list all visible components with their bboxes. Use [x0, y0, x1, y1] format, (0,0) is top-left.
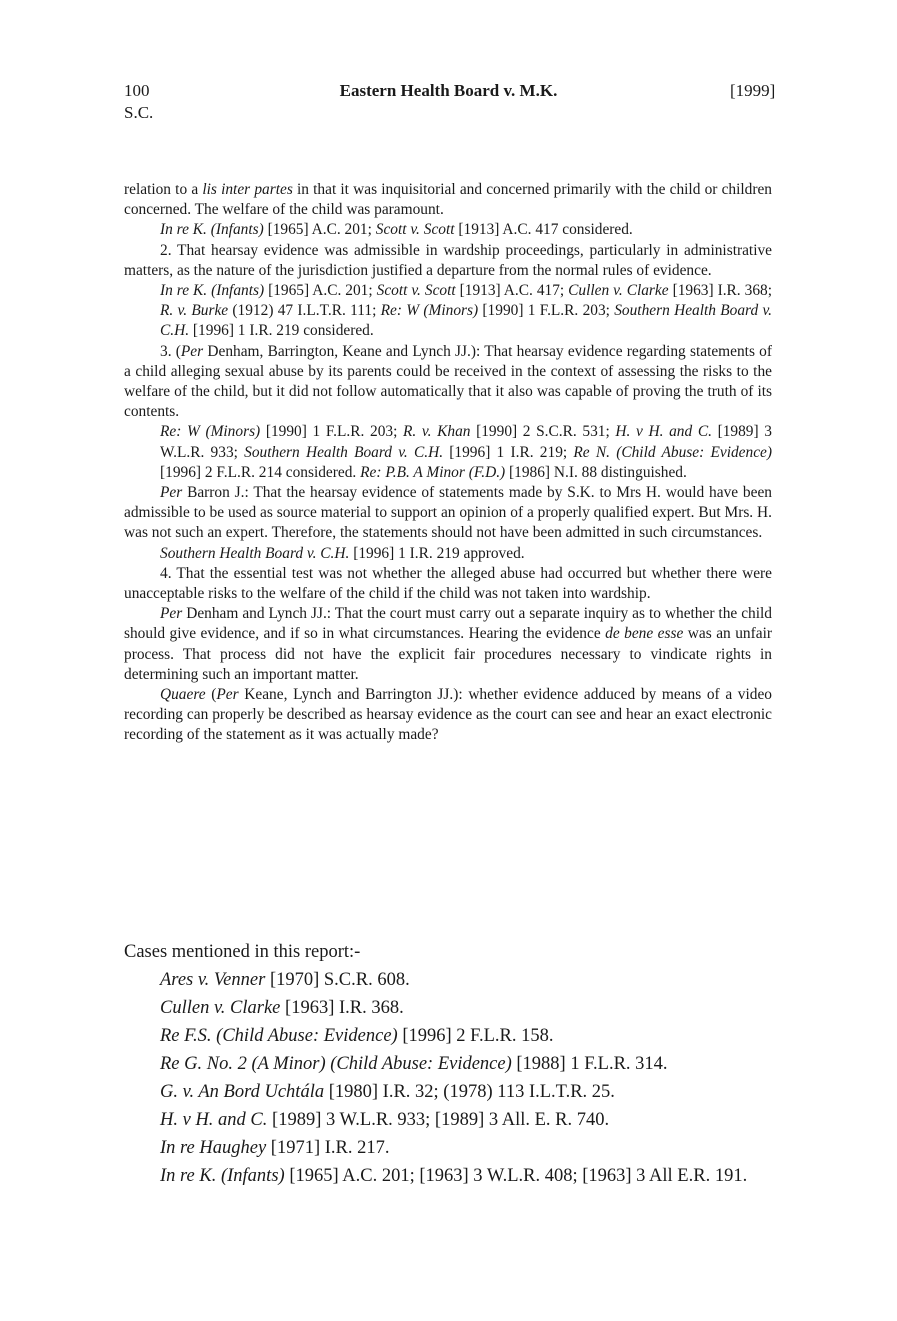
cases-mentioned-section: [124, 940, 784, 1192]
text-run: 2. That hearsay evidence was admissible in wardship proceedings, particularly in administrative matters, as the nature of the jurisdiction justified a departure from the normal rules of evidence.: [124, 241, 772, 279]
text-run: [1988] 1 F.L.R. 314.: [511, 1054, 668, 1074]
text-run: [1965] A.C. 201;: [263, 221, 376, 239]
italic-text: Cullen v. Clarke: [568, 282, 669, 300]
text-run: [1965] A.C. 201; [1963] 3 W.L.R. 408; [1963] 3 All E.R. 191.: [284, 1166, 748, 1186]
headnote-paragraph: [124, 564, 772, 604]
text-run: [1980] I.R. 32; (1978) 113 I.L.T.R. 25.: [324, 1082, 615, 1102]
italic-text: In re K. (Infants): [160, 1166, 285, 1186]
text-run: [1996] 1 I.R. 219;: [443, 443, 574, 461]
italic-text: de bene esse: [605, 625, 684, 643]
italic-text: H. v H. and C.: [615, 423, 712, 441]
italic-text: Re: P.B. A Minor (F.D.): [360, 463, 506, 481]
italic-text: Per: [180, 342, 204, 360]
headnote-paragraph: [124, 342, 772, 423]
italic-text: Re G. No. 2 (A Minor) (Child Abuse: Evidence): [160, 1054, 512, 1074]
cases-mentioned-title: Cases mentioned in this report:-: [124, 942, 361, 962]
text-run: [1963] I.R. 368.: [280, 998, 404, 1018]
italic-text: Scott v. Scott: [376, 282, 456, 300]
citation-paragraph: [124, 220, 772, 240]
italic-text: G. v. An Bord Uchtála: [160, 1082, 325, 1102]
italic-text: Quaere: [160, 686, 206, 704]
italic-text: R. v. Burke: [160, 302, 229, 320]
cases-list: [124, 968, 784, 1189]
citation-paragraph: [124, 422, 772, 483]
italic-text: Per: [216, 686, 239, 704]
text-run: [1913] A.C. 417 considered.: [454, 221, 633, 239]
italic-text: lis inter partes: [202, 181, 293, 198]
case-item: [124, 1024, 784, 1049]
italic-text: Scott v. Scott: [375, 221, 455, 239]
text-run: relation to a: [124, 181, 203, 198]
italic-text: In re K. (Infants): [160, 282, 265, 300]
italic-text: Cullen v. Clarke: [160, 998, 281, 1018]
headnote-paragraph: [124, 180, 772, 220]
text-run: 4. That the essential test was not whether the alleged abuse had occurred but whether there were unacceptable risks to the welfare of the child if the child was not taken into wardship.: [124, 564, 772, 603]
report-year: [1999]: [730, 81, 776, 100]
italic-text: Re: W (Minors): [380, 302, 479, 320]
italic-text: Re N. (Child Abuse: Evidence): [573, 443, 772, 461]
italic-text: Per: [160, 605, 183, 623]
text-run: [1913] A.C. 417;: [455, 282, 569, 300]
italic-text: Re F.S. (Child Abuse: Evidence): [160, 1026, 398, 1046]
text-run: [1990] 1 F.L.R. 203;: [478, 302, 615, 320]
text-run: was an unfair process. That process did not have the explicit fair procedures necessary to vindicate rights in determining such an important matter.: [124, 625, 772, 683]
text-run: [1986] N.I. 88 distinguished.: [505, 463, 687, 481]
italic-text: Re: W (Minors): [160, 423, 261, 441]
text-run: Denham and Lynch JJ.: That the court must carry out a separate inquiry as to whether the child should give evidence, and if so in what circumstances. Hearing the evidence: [124, 605, 772, 643]
text-run: Keane, Lynch and Barrington JJ.): whether evidence adduced by means of a video recording can properly be described as hearsay evidence as the court can see and hear an exact electronic recording of the statement as it was actually made?: [124, 686, 772, 744]
italic-text: Southern Health Board v. C.H.: [244, 443, 444, 461]
case-item: [124, 1080, 784, 1105]
italic-text: Southern Health Board v. C.H.: [160, 544, 350, 562]
text-run: [1996] 1 I.R. 219 approved.: [349, 544, 525, 562]
text-run: [1990] 1 F.L.R. 203;: [260, 423, 404, 441]
page-number: 100: [124, 81, 150, 100]
italic-text: In re Haughey: [160, 1138, 267, 1158]
text-run: 3. (: [160, 342, 181, 360]
italic-text: In re K. (Infants): [160, 221, 264, 239]
text-run: Denham, Barrington, Keane and Lynch JJ.): That hearsay evidence regarding statements of a child alleging sexual abuse by its parents could be received in the context of assessing the risks to the welfare of the child, but it did not follow automatically that it also was capable of proving the truth of its contents.: [124, 342, 772, 421]
text-run: [1971] I.R. 217.: [266, 1138, 390, 1158]
case-item: [124, 1108, 784, 1133]
citation-paragraph: [124, 544, 772, 564]
case-item: [124, 968, 784, 993]
case-item: [124, 1052, 784, 1077]
italic-text: H. v H. and C.: [160, 1110, 268, 1130]
text-run: [1970] S.C.R. 608.: [265, 970, 410, 990]
text-run: in that it was inquisitorial and concerned primarily with the child or children concerned. The welfare of the child was paramount.: [124, 181, 772, 219]
case-item: [124, 996, 784, 1021]
text-run: [1989] 3 W.L.R. 933; [1989] 3 All. E. R. 740.: [267, 1110, 610, 1130]
text-run: (1912) 47 I.L.T.R. 111;: [228, 302, 381, 320]
italic-text: R. v. Khan: [403, 423, 471, 441]
text-run: [1996] 1 I.R. 219 considered.: [189, 322, 374, 340]
text-run: Barron J.: That the hearsay evidence of statements made by S.K. to Mrs H. would have been admissible to be used as source material to support an opinion of a properly qualified expert. But Mrs. H. was not such an expert. Therefore, the statements should not have been admitted in such circumstances.: [124, 484, 772, 542]
italic-text: Ares v. Venner: [160, 970, 266, 990]
italic-text: Per: [160, 484, 183, 502]
running-title: Eastern Health Board v. M.K.: [339, 81, 558, 100]
case-item: [124, 1136, 784, 1161]
italic-text: Southern Health Board v. C.H.: [160, 302, 772, 340]
headnote-paragraph: [124, 241, 772, 281]
headnote-body: [124, 180, 772, 746]
headnote-paragraph: [124, 483, 772, 544]
text-run: (: [205, 686, 217, 704]
text-run: [1965] A.C. 201;: [264, 282, 377, 300]
case-item: [124, 1164, 784, 1189]
citation-paragraph: [124, 281, 772, 342]
text-run: [1996] 2 F.L.R. 158.: [397, 1026, 554, 1046]
text-run: [1990] 2 S.C.R. 531;: [470, 423, 616, 441]
text-run: [1989] 3 W.L.R. 933;: [160, 423, 772, 461]
text-run: [1963] I.R. 368;: [668, 282, 772, 300]
headnote-paragraph: [124, 685, 772, 746]
court-label: S.C.: [124, 103, 154, 122]
text-run: [1996] 2 F.L.R. 214 considered.: [160, 463, 361, 481]
headnote-paragraph: [124, 604, 772, 685]
